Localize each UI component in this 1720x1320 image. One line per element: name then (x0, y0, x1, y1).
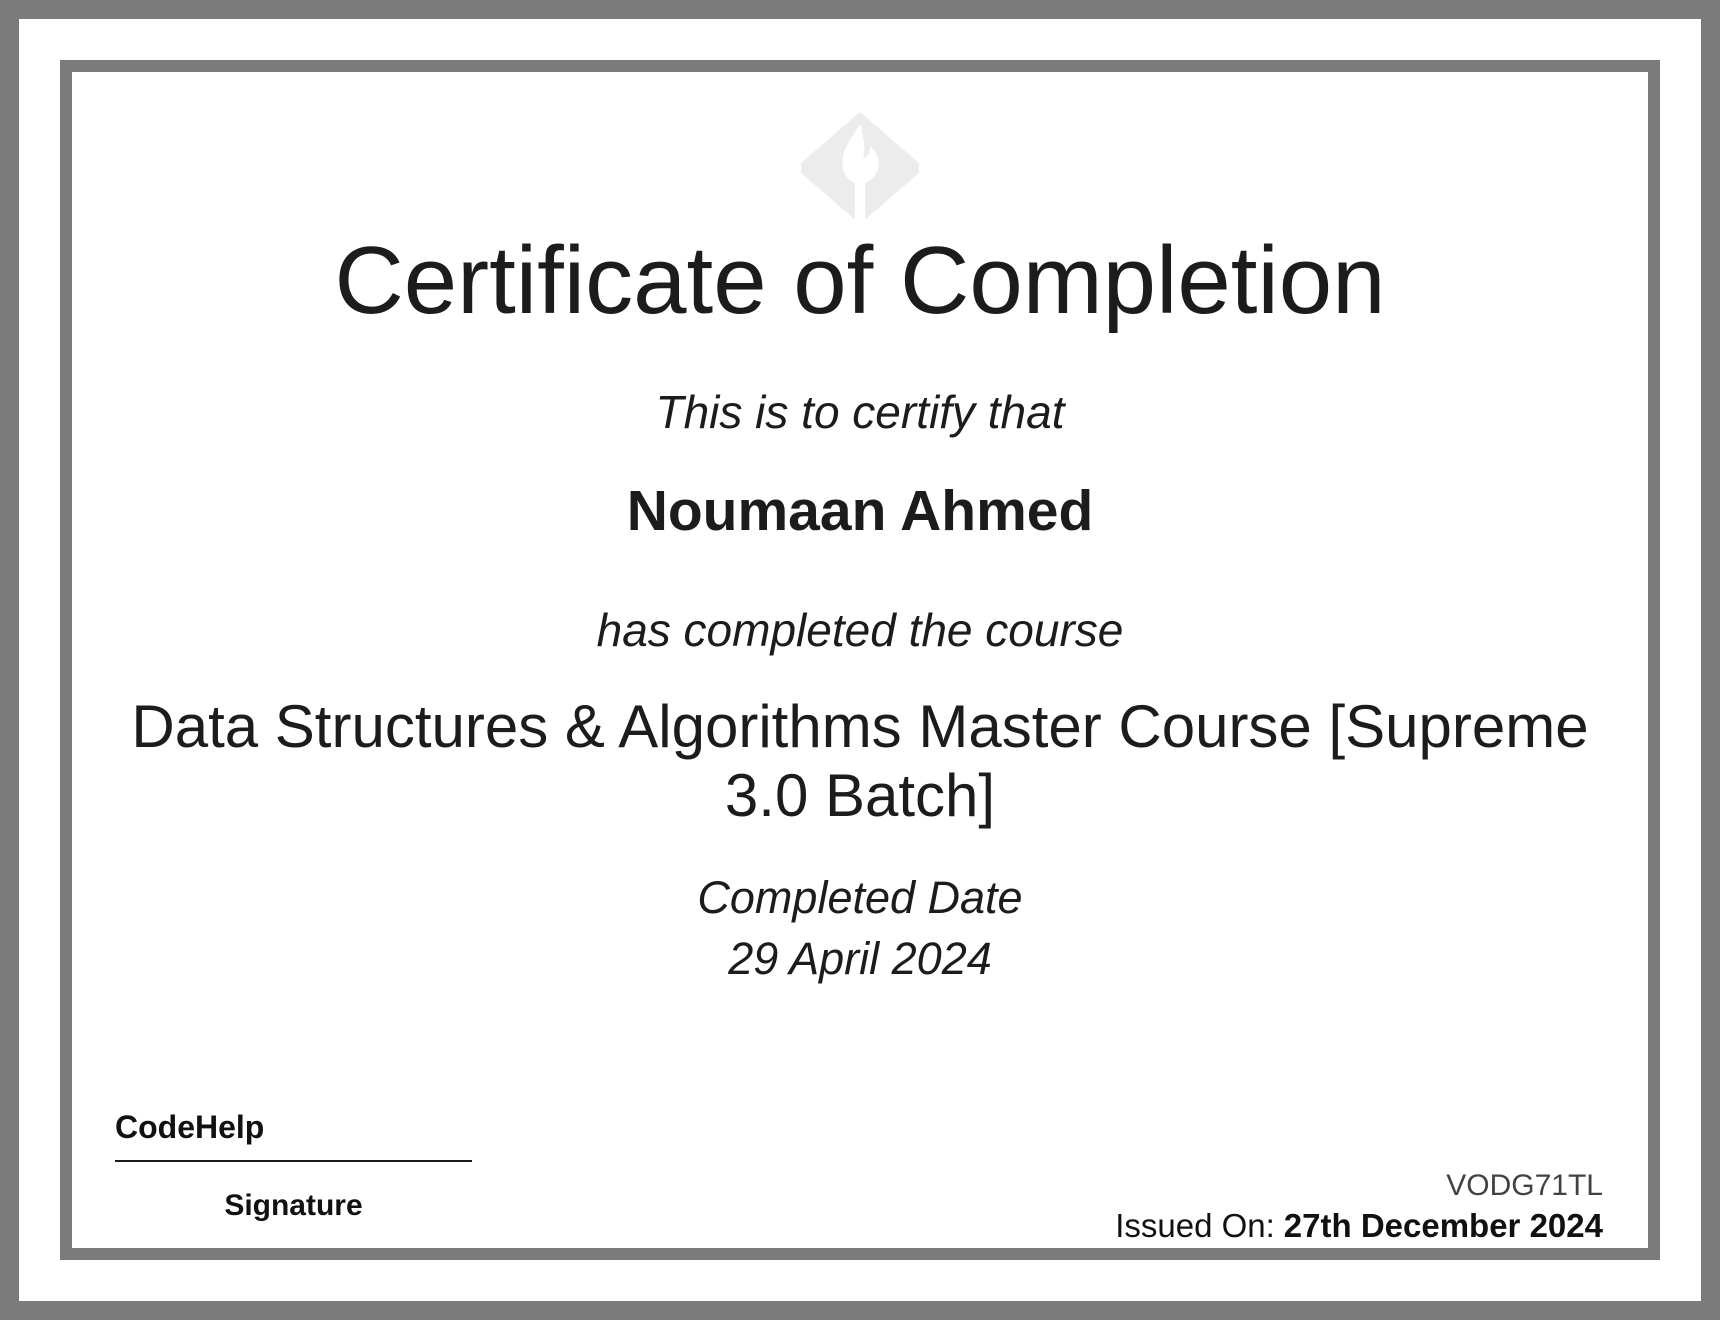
issued-on-label: Issued On: (1115, 1207, 1275, 1244)
completed-date-label: Completed Date (697, 872, 1023, 923)
certify-intro-text: This is to certify that (655, 386, 1065, 438)
certificate-content (72, 72, 1648, 1248)
recipient-name: Noumaan Ahmed (626, 479, 1094, 543)
signature-label: Signature (224, 1189, 363, 1222)
course-name (110, 692, 1610, 830)
course-name-line1: Data Structures & Algorithms Master Course [Supreme (131, 693, 1589, 760)
certificate-code: VODG71TL (1446, 1169, 1603, 1202)
certificate-title: Certificate of Completion (334, 227, 1386, 334)
issue-info-block (1115, 1167, 1603, 1246)
completed-date-value: 29 April 2024 (728, 933, 992, 984)
codehelp-flame-logo-icon (796, 112, 924, 224)
issued-on-date: 27th December 2024 (1283, 1207, 1603, 1244)
signature-underline (115, 1160, 472, 1162)
completed-course-intro-text: has completed the course (596, 604, 1124, 656)
issued-on-line (1115, 1205, 1603, 1246)
course-name-line2: 3.0 Batch] (724, 762, 996, 829)
signatory-name: CodeHelp (115, 1109, 265, 1145)
completed-date-block (72, 867, 1648, 989)
signature-block (115, 1108, 472, 1224)
